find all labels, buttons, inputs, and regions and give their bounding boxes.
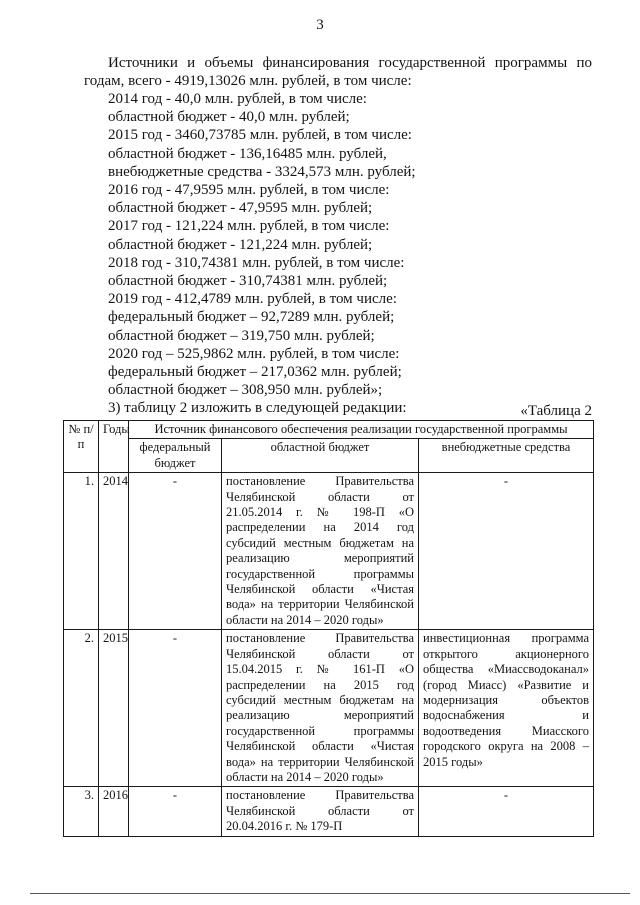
funding-line: 2020 год – 525,9862 млн. рублей, в том числе: [108, 345, 400, 362]
funding-line: областной бюджет - 121,224 млн. рублей; [108, 236, 373, 253]
intro-paragraph: Источники и объемы финансирования государственной программы по годам, всего - 4919,13026 млн. рублей, в том числе: [84, 55, 592, 89]
cell-federal: - [129, 787, 222, 836]
header-num: № п/п [64, 421, 99, 473]
table-caption: «Таблица 2 [520, 403, 592, 419]
funding-line: 2016 год - 47,9595 млн. рублей, в том числе: [108, 182, 390, 199]
cell-year: 2014 [99, 473, 129, 630]
cell-extrabudget: - [419, 473, 594, 630]
funding-line: внебюджетные средства - 3324,573 млн. рублей; [108, 163, 416, 180]
funding-line: областной бюджет - 40,0 млн. рублей; [108, 109, 350, 126]
table-header-row [64, 421, 594, 439]
cell-num: 1. [64, 473, 99, 630]
page-bottom-divider [30, 893, 630, 894]
funding-line: 2019 год - 412,4789 млн. рублей, в том числе: [108, 291, 397, 308]
cell-regional: постановление Правительства Челябинской области от 20.04.2016 г. № 179-П [222, 787, 419, 836]
table-subheader-row [64, 439, 594, 473]
cell-num: 3. [64, 787, 99, 836]
cell-year: 2015 [99, 630, 129, 787]
cell-regional: постановление Правительства Челябинской области от 15.04.2015 г. № 161-П «О распределении на 2015 год субсидий местным бюджетам на реализацию мероприятий государственной программы Челябинской области «Чистая вода» на территории Челябинской области на 2014 – 2020 годы» [222, 630, 419, 787]
cell-federal: - [129, 630, 222, 787]
funding-line: федеральный бюджет – 217,0362 млн. рублей; [108, 364, 402, 381]
header-regional: областной бюджет [222, 439, 419, 473]
funding-line: областной бюджет - 136,16485 млн. рублей, [108, 145, 387, 162]
table-row [64, 630, 594, 787]
funding-line: федеральный бюджет – 92,7289 млн. рублей; [108, 309, 395, 326]
table-row [64, 473, 594, 630]
funding-sources-table [63, 420, 594, 837]
funding-line: 2014 год - 40,0 млн. рублей, в том числе: [108, 91, 367, 107]
funding-line: областной бюджет – 319,750 млн. рублей; [108, 327, 375, 344]
funding-line: областной бюджет - 310,74381 млн. рублей; [108, 273, 388, 290]
cell-num: 2. [64, 630, 99, 787]
funding-line: 2015 год - 3460,73785 млн. рублей, в том числе: [108, 127, 412, 144]
cell-year: 2016 [99, 787, 129, 836]
header-source-group: Источник финансового обеспечения реализации государственной программы [129, 421, 594, 439]
cell-federal: - [129, 473, 222, 630]
cell-regional: постановление Правительства Челябинской области от 21.05.2014 г. № 198-П «О распределении на 2014 год субсидий местным бюджетам на реализацию мероприятий государственной программы Челябинской области «Чистая вода» на территории Челябинской области на 2014 – 2020 годы» [222, 473, 419, 630]
header-extrabudget: внебюджетные средства [419, 439, 594, 473]
table-row [64, 787, 594, 836]
cell-extrabudget: инвестиционная программа открытого акционерного общества «Миассводоканал» (город Миасс) «Развитие и модернизация объектов водоснабжения и водоотведения Миасского городского округа на 2008 – 2015 годы» [419, 630, 594, 787]
funding-line: 2017 год - 121,224 млн. рублей, в том числе: [108, 218, 390, 235]
funding-line: областной бюджет - 47,9595 млн. рублей; [108, 200, 373, 217]
funding-line: 2018 год - 310,74381 млн. рублей, в том числе: [108, 254, 405, 271]
header-federal: федеральный бюджет [129, 439, 222, 473]
funding-line: 3) таблицу 2 изложить в следующей редакции: [108, 400, 407, 417]
page-number: 3 [316, 17, 324, 33]
funding-line: областной бюджет – 308,950 млн. рублей»; [108, 382, 383, 399]
funding-lines [108, 90, 592, 418]
header-years: Годы [99, 421, 129, 473]
cell-extrabudget: - [419, 787, 594, 836]
